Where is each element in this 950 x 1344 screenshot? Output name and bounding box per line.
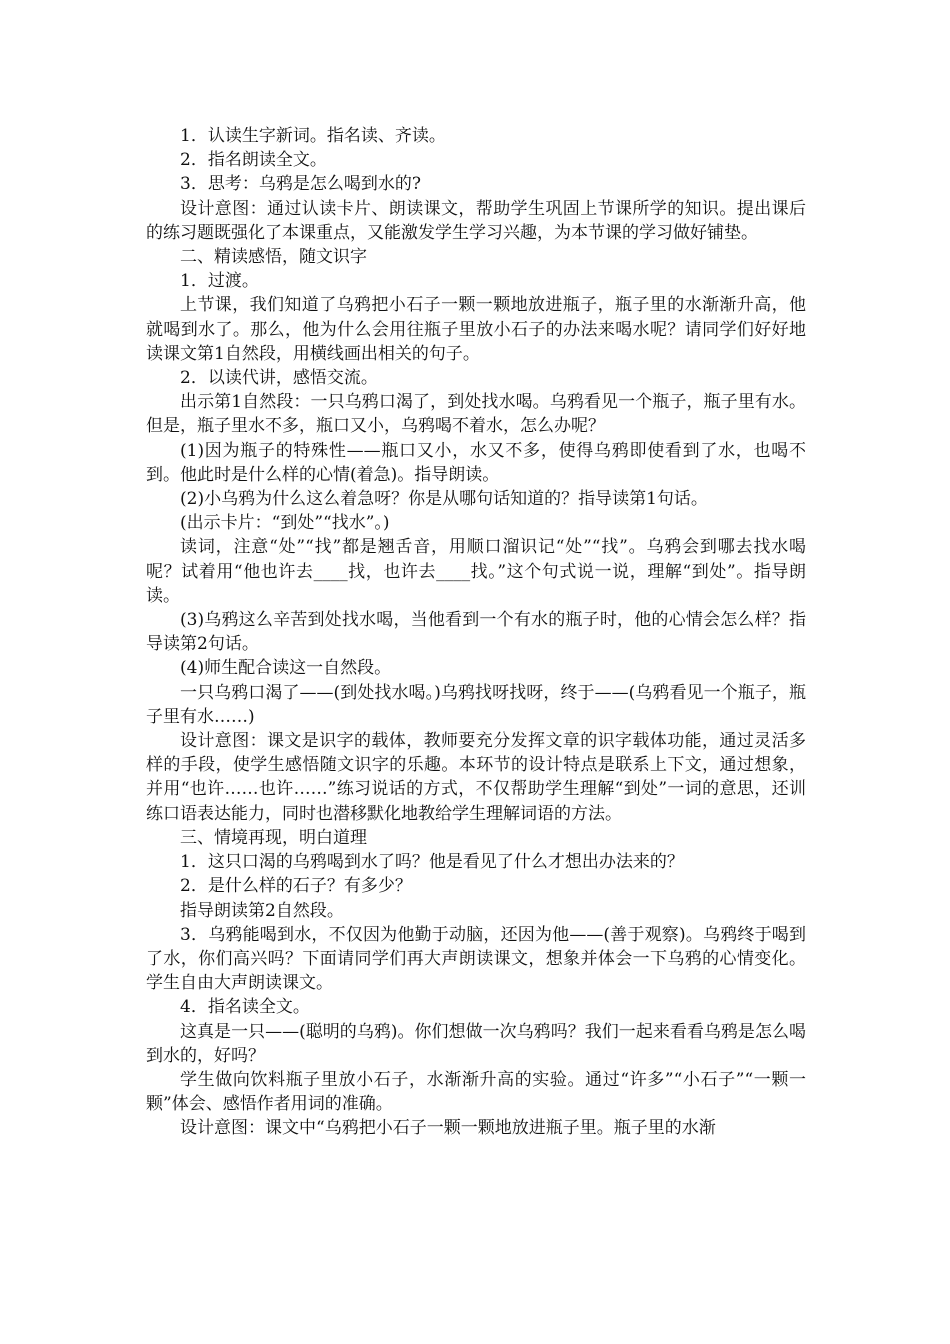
design-intent-paragraph: 设计意图：课文中“乌鸦把小石子一颗一颗地放进瓶子里。瓶子里的水渐 [180,1118,716,1139]
section-heading-3: 三、情境再现，明白道理 [180,827,367,848]
list-item: 3．乌鸦能喝到水，不仅因为他勤于动脑，还因为他——(善于观察)。乌鸦终于喝到了水，你们高兴吗？下面请同学们再大声朗读课文，想象并体会一下乌鸦的心情变化。学生自由大声朗读课文。 [146,924,806,994]
body-paragraph: 这真是一只——(聪明的乌鸦)。你们想做一次乌鸦吗？我们一起来看看乌鸦是怎么喝到水的，好吗？ [146,1021,806,1066]
design-intent-paragraph: 设计意图：课文是识字的载体，教师要充分发挥文章的识字载体功能，通过灵活多样的手段，使学生感悟随文识字的乐趣。本环节的设计特点是联系上下文，通过想象，并用“也许……也许……”练习说话的方式，不仅帮助学生理解“到处”一词的意思，还训练口语表达能力，同时也潜移默化地教给学生理解词语的方法。 [146,731,806,824]
list-item: 2．以读代讲，感悟交流。 [180,368,378,389]
document-body [146,124,806,1141]
body-paragraph: 上节课，我们知道了乌鸦把小石子一颗一颗地放进瓶子，瓶子里的水渐渐升高，他就喝到水了。那么，他为什么会用往瓶子里放小石子的办法来喝水呢？请同学们好好地读课文第1自然段，用横线画出相关的句子。 [146,295,806,364]
list-item: 2．是什么样的石子？有多少？ [180,876,412,897]
list-item-3: 3．思考：乌鸦是怎么喝到水的? [180,174,421,195]
list-item: 1．这只口渴的乌鸦喝到水了吗？他是看见了什么才想出办法来的？ [180,852,684,873]
body-paragraph: (出示卡片：“到处”“找水”。) [180,513,390,534]
list-item: 4．指名读全文。 [180,997,310,1018]
list-item-1: 1．认读生字新词。指名读、齐读。 [180,126,446,146]
body-paragraph: (4)师生配合读这一自然段。 [180,658,392,679]
design-intent-paragraph: 设计意图：通过认读卡片、朗读课文，帮助学生巩固上节课所学的知识。提出课后的练习题既强化了本课重点，又能激发学生学习兴趣，为本节课的学习做好铺垫。 [146,198,806,243]
section-heading-2: 二、精读感悟，随文识字 [180,247,367,268]
list-item-2: 2．指名朗读全文。 [180,150,327,171]
body-paragraph: 一只乌鸦口渴了——(到处找水喝。)乌鸦找呀找呀，终于——(乌鸦看见一个瓶子，瓶子里有水……) [146,682,806,727]
body-paragraph: 读词，注意“处”“找”都是翘舌音，用顺口溜识记“处”“找”。乌鸦会到哪去找水喝呢？试着用“他也许去____找，也许去____找。”这个句式说一说，理解“到处”。指导朗读。 [146,537,806,606]
body-paragraph: (3)乌鸦这么辛苦到处找水喝，当他看到一个有水的瓶子时，他的心情会怎么样？指导读第2句话。 [146,610,806,655]
body-paragraph: 出示第1自然段：一只乌鸦口渴了，到处找水喝。乌鸦看见一个瓶子，瓶子里有水。但是，瓶子里水不多，瓶口又小，乌鸦喝不着水，怎么办呢？ [146,392,806,437]
list-item: 1．过渡。 [180,271,259,292]
body-paragraph: (1)因为瓶子的特殊性——瓶口又小，水又不多，使得乌鸦即使看到了水，也喝不到。他此时是什么样的心情(着急)。指导朗读。 [146,440,806,485]
body-paragraph: 学生做向饮料瓶子里放小石子，水渐渐升高的实验。通过“许多”“小石子”“一颗一颗”体会、感悟作者用词的准确。 [146,1069,806,1115]
body-paragraph: (2)小乌鸦为什么这么着急呀？你是从哪句话知道的？指导读第1句话。 [180,489,708,510]
body-paragraph: 指导朗读第2自然段。 [180,900,344,921]
